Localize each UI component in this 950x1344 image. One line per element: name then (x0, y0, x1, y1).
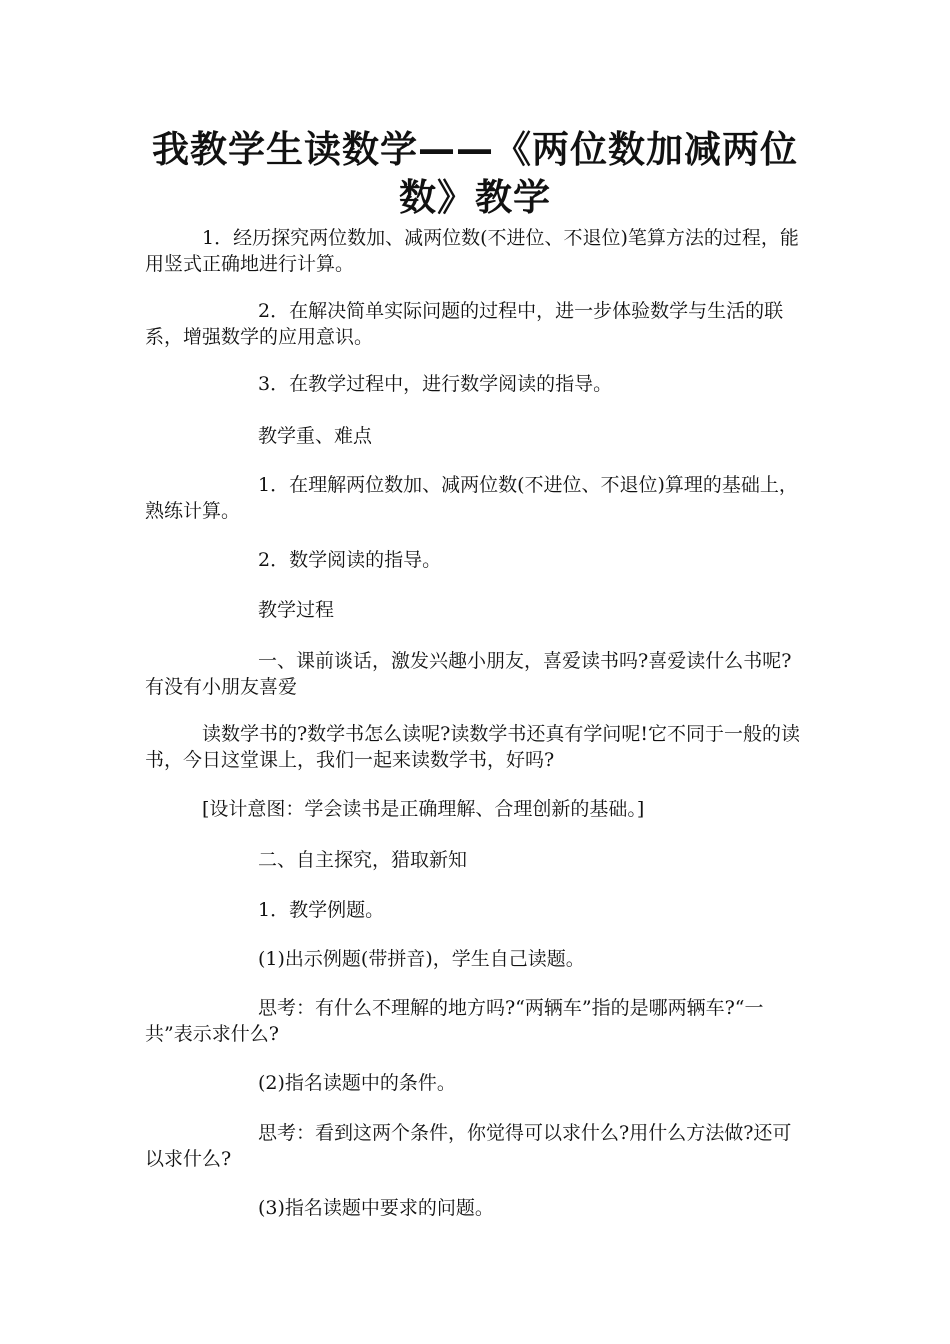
paragraph-objective-2: 2．在解决简单实际问题的过程中，进一步体验数学与生活的联系，增强数学的应用意识。 (145, 300, 784, 348)
paragraph-step-1: (1)出示例题(带拼音)，学生自己读题。 (258, 948, 585, 970)
document-title: 我教学生读数学——《两位数加减两位数》教学 (152, 128, 798, 219)
paragraph-step-3: (3)指名读题中要求的问题。 (258, 1197, 494, 1219)
paragraph-objective-3: 3．在教学过程中，进行数学阅读的指导。 (258, 373, 613, 395)
paragraph-section-2: 二、自主探究，猎取新知 (258, 849, 468, 871)
paragraph-section-1-cont: 读数学书的?数学书怎么读呢?读数学书还真有学问呢!它不同于一般的读书，今日这堂课上，我们一起来读数学书，好吗? (145, 723, 801, 771)
paragraph-key-point-1: 1．在理解两位数加、减两位数(不进位、不退位)算理的基础上，熟练计算。 (145, 474, 798, 522)
heading-key-points: 教学重、难点 (258, 425, 373, 447)
paragraph-design-intent: [设计意图：学会读书是正确理解、合理创新的基础。] (202, 798, 645, 820)
paragraph-step-2: (2)指名读题中的条件。 (258, 1072, 456, 1094)
paragraph-teaching-example: 1．教学例题。 (258, 899, 385, 921)
paragraph-section-1: 一、课前谈话，激发兴趣小朋友，喜爱读书吗?喜爱读什么书呢?有没有小朋友喜爱 (145, 650, 792, 698)
paragraph-think-2: 思考：看到这两个条件，你觉得可以求什么?用什么方法做?还可以求什么? (145, 1122, 792, 1170)
paragraph-objective-1: 1．经历探究两位数加、减两位数(不进位、不退位)笔算方法的过程，能用竖式正确地进行计算。 (145, 227, 799, 275)
heading-teaching-process: 教学过程 (258, 599, 335, 621)
paragraph-think-1: 思考：有什么不理解的地方吗?“两辆车”指的是哪两辆车?“一共”表示求什么? (145, 997, 764, 1045)
paragraph-key-point-2: 2．数学阅读的指导。 (258, 549, 442, 571)
